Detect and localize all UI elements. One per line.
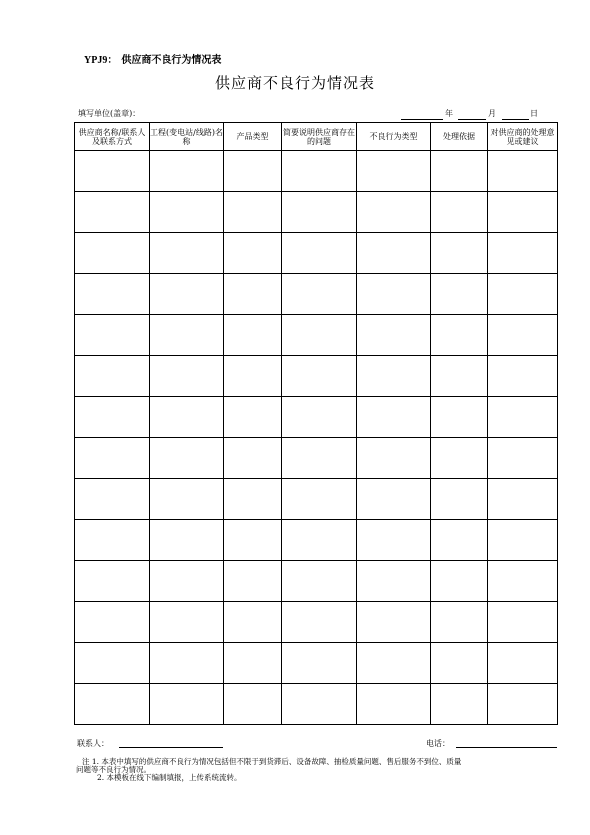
table-cell[interactable] [150,561,224,602]
form-code [84,51,221,66]
table-cell[interactable] [488,602,558,643]
table-cell[interactable] [282,561,357,602]
table-row [75,520,558,561]
table-cell[interactable] [224,479,282,520]
table-cell[interactable] [150,684,224,725]
table-cell[interactable] [224,561,282,602]
table-cell[interactable] [224,274,282,315]
table-cell[interactable] [75,684,150,725]
month-field[interactable] [458,109,486,120]
contact-field[interactable] [119,737,223,748]
table-cell[interactable] [224,643,282,684]
table-cell[interactable] [431,192,488,233]
table-cell[interactable] [488,151,558,192]
table-cell[interactable] [282,520,357,561]
table-cell[interactable] [150,397,224,438]
form-code-name: 供应商不良行为情况表 [121,55,222,66]
table-cell[interactable] [357,602,431,643]
table-row [75,274,558,315]
table-cell[interactable] [75,602,150,643]
column-header-product-type: 产品类型 [224,123,282,151]
table-cell[interactable] [357,397,431,438]
table-cell[interactable] [357,479,431,520]
table-cell[interactable] [488,643,558,684]
table-cell[interactable] [357,356,431,397]
table-row [75,684,558,725]
table-row [75,192,558,233]
table-cell[interactable] [282,315,357,356]
table-cell[interactable] [224,520,282,561]
column-header-basis: 处理依据 [431,123,488,151]
table-cell[interactable] [282,192,357,233]
table-cell[interactable] [150,315,224,356]
note-2: 2. 本模板在线下编制填报，上传系统流转。 [97,773,242,782]
table-cell[interactable] [150,520,224,561]
table-cell[interactable] [224,438,282,479]
day-field[interactable] [502,109,529,120]
table-cell[interactable] [224,315,282,356]
table-cell[interactable] [75,561,150,602]
page-title: 供应商不良行为情况表 [214,74,375,92]
table-cell[interactable] [431,643,488,684]
table-row [75,397,558,438]
table-cell[interactable] [431,151,488,192]
table-cell[interactable] [357,315,431,356]
table-cell[interactable] [431,520,488,561]
table-cell[interactable] [431,356,488,397]
table-cell[interactable] [224,356,282,397]
table-cell[interactable] [282,397,357,438]
table-row [75,151,558,192]
table-cell[interactable] [488,520,558,561]
note-1: 注 1. 本表中填写的供应商不良行为情况包括但不限于到货滞后、设备故障、抽检质量问题、售后服务不到位、质量 [82,757,462,766]
table-cell[interactable] [431,602,488,643]
table-cell[interactable] [431,438,488,479]
table-row [75,438,558,479]
fill-unit-label: 填写单位(盖章)： [78,109,141,118]
table-cell[interactable] [75,233,150,274]
table-cell[interactable] [357,192,431,233]
table-cell[interactable] [282,274,357,315]
table-cell[interactable] [488,192,558,233]
column-header-supplier: 供应商名称/联系人及联系方式 [75,123,150,151]
table-cell[interactable] [488,356,558,397]
table-cell[interactable] [75,151,150,192]
table-cell[interactable] [75,192,150,233]
year-label: 年 [445,109,453,118]
table-cell[interactable] [357,561,431,602]
table-cell[interactable] [75,520,150,561]
month-label: 月 [488,109,496,118]
table-cell[interactable] [224,684,282,725]
table-cell[interactable] [357,520,431,561]
table-cell[interactable] [357,643,431,684]
table-cell[interactable] [357,274,431,315]
table-cell[interactable] [224,602,282,643]
table-cell[interactable] [357,684,431,725]
table-row [75,356,558,397]
column-header-opinion: 对供应商的处理意见或建议 [488,123,558,151]
table-row [75,233,558,274]
table-cell[interactable] [75,438,150,479]
table-cell[interactable] [75,397,150,438]
table-cell[interactable] [224,397,282,438]
table-cell[interactable] [282,602,357,643]
table-cell[interactable] [75,315,150,356]
table-row [75,315,558,356]
table-cell[interactable] [357,438,431,479]
table-cell[interactable] [75,274,150,315]
table-row [75,561,558,602]
table-cell[interactable] [150,233,224,274]
table-cell[interactable] [357,151,431,192]
table-row [75,602,558,643]
table-header-row [75,123,558,151]
table-cell[interactable] [282,151,357,192]
table-cell[interactable] [488,315,558,356]
table-cell[interactable] [75,356,150,397]
table-cell[interactable] [282,479,357,520]
table-cell[interactable] [488,438,558,479]
table-cell[interactable] [282,643,357,684]
table-cell[interactable] [488,561,558,602]
table-cell[interactable] [75,479,150,520]
table-cell[interactable] [282,356,357,397]
table-cell[interactable] [150,356,224,397]
table-cell[interactable] [431,233,488,274]
table-cell[interactable] [282,233,357,274]
table-cell[interactable] [431,315,488,356]
table-cell[interactable] [431,684,488,725]
table-cell[interactable] [431,561,488,602]
table-cell[interactable] [150,151,224,192]
table-cell[interactable] [282,438,357,479]
table-cell[interactable] [150,274,224,315]
table-cell[interactable] [75,643,150,684]
table-cell[interactable] [224,192,282,233]
table-cell[interactable] [150,602,224,643]
table-cell[interactable] [282,684,357,725]
contact-label: 联系人： [77,739,109,748]
table-row [75,643,558,684]
table-cell[interactable] [431,397,488,438]
form-code-id: YPJ9： [84,55,118,66]
table-cell[interactable] [357,233,431,274]
column-header-project: 工程(变电站/线路)名称 [150,123,224,151]
table-cell[interactable] [150,438,224,479]
table-cell[interactable] [488,684,558,725]
table-cell[interactable] [431,274,488,315]
phone-field[interactable] [456,737,557,748]
table-cell[interactable] [150,643,224,684]
table-cell[interactable] [488,233,558,274]
day-label: 日 [530,109,538,118]
column-header-behavior-type: 不良行为类型 [357,123,431,151]
table-cell[interactable] [488,479,558,520]
table-row [75,479,558,520]
table-cell[interactable] [224,151,282,192]
table-cell[interactable] [150,479,224,520]
column-header-problem: 简要说明供应商存在的问题 [282,123,357,151]
note-1-continued: 问题等不良行为情况。 [76,765,151,774]
phone-label: 电话： [426,739,450,748]
table-cell[interactable] [431,479,488,520]
table-cell[interactable] [488,397,558,438]
table-cell[interactable] [150,192,224,233]
year-field[interactable] [401,109,443,120]
table-cell[interactable] [488,274,558,315]
incident-table [74,122,558,725]
table-cell[interactable] [224,233,282,274]
